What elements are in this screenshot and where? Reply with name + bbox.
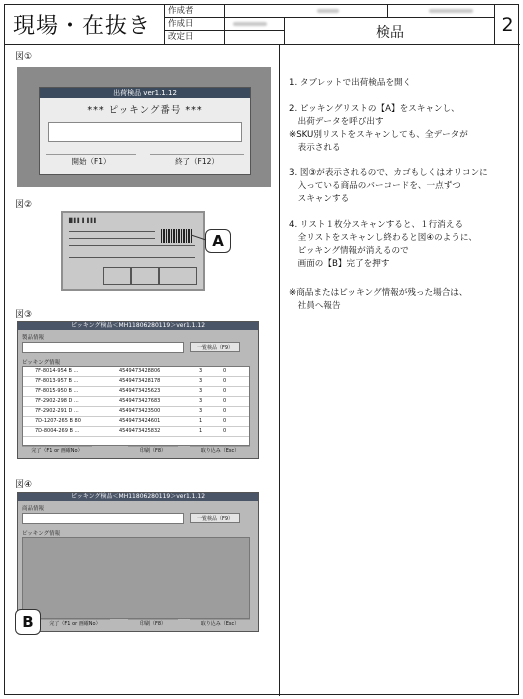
step-3: 3. 図③が表示されるので、カゴもしくはオリコンに 入っている商品のバーコードを、一点ずつ スキャンする: [289, 168, 488, 204]
step-2: 2. ピッキングリストの【A】をスキャンし、 出荷データを呼び出す ※SKU別リストをスキャンしても、全データが 表示される: [289, 104, 468, 153]
picking-number-input: [48, 122, 242, 142]
column-divider: [279, 45, 280, 696]
meta-label-column: [165, 5, 225, 45]
fig3-cancel-button: 取り込み（Esc）: [190, 446, 250, 456]
author-value-row: [225, 5, 495, 18]
fig3-list-button: 一覧検品（F9）: [190, 342, 240, 352]
barcode-a: [161, 229, 193, 243]
meta-value-area: [225, 5, 495, 45]
document-title: 現場・在抜き: [5, 5, 165, 45]
table-row: 7F-8014-954 B ... 4549473428806 3 0: [23, 367, 249, 377]
fig4-cancel-button: 取り込み（Esc）: [190, 619, 250, 629]
fig4-window-title: ピッキング検品＜MH11806280119＞ver1.1.12: [18, 493, 258, 501]
table-row: 7F-2902-298 D ... 4549473427683 3 0: [23, 397, 249, 407]
fig1-dialog: [39, 87, 251, 175]
fig2-label: 図②: [15, 200, 33, 210]
fig4-product-field: [22, 513, 184, 524]
page-number: 2: [495, 5, 520, 45]
author-label: 作成者: [165, 5, 224, 18]
revised-label: 改定日: [168, 32, 194, 42]
fig1-screenshot: [17, 67, 271, 187]
section-title: 検品: [376, 24, 404, 41]
step-4: 4. リスト１枚分スキャンすると、１行消える 全リストをスキャンし終わると図④のように、 ピッキング情報が消えるので 画面の【B】完了を押す: [289, 220, 478, 269]
fig3-label: 図③: [15, 310, 33, 320]
fig3-product-field: [22, 342, 184, 353]
fig3-product-label: 製品情報: [22, 335, 45, 341]
fig4-screenshot: [17, 492, 259, 632]
fig4-label: 図④: [15, 480, 33, 490]
fig3-screenshot: [17, 321, 259, 459]
callout-b: B: [15, 609, 41, 635]
fig4-list-button: 一覧検品（F9）: [190, 513, 240, 523]
fig3-list-label: ピッキング情報: [22, 360, 61, 366]
table-row: 7F-2902-291 D ... 4549473423500 3 0: [23, 407, 249, 417]
fig1-window-title: 出荷検品 ver1.1.12: [40, 88, 250, 98]
table-row: 7D-8004-269 B ... 4549473425832 1 0: [23, 427, 249, 437]
fig3-print-button: 印刷（F8）: [128, 446, 178, 456]
step-1: 1. タブレットで出荷検品を開く: [289, 78, 412, 88]
callout-a: A: [205, 229, 231, 253]
fig4-finish-button: 完了（F1 or 画確No）: [40, 619, 110, 629]
table-row: 7F-8015-950 B ... 4549473425623 3 0: [23, 387, 249, 397]
end-button: 終了（F12）: [150, 154, 244, 169]
fig3-window-title: ピッキング検品＜MH11806280119＞ver1.1.12: [18, 322, 258, 330]
table-row: 7D-1207-265 B 80 4549473424601 1 0: [23, 417, 249, 427]
fig4-product-label: 商品情報: [22, 506, 45, 512]
fig1-heading: *** ピッキング番号 ***: [87, 105, 203, 116]
fig4-list-label: ピッキング情報: [22, 531, 61, 537]
fig1-label: 図①: [15, 52, 33, 62]
picking-table: [22, 366, 250, 446]
fig2-picking-list-photo: █ ▌▌ ▌ ▌▌▌: [61, 211, 205, 291]
table-row: 7F-8013-957 B ... 4549473428178 3 0: [23, 377, 249, 387]
fig3-finish-button: 完了（F1 or 画確No）: [22, 446, 92, 456]
fig4-empty-table: [22, 537, 250, 619]
manual-page: [4, 4, 519, 695]
fig4-print-button: 印刷（F8）: [128, 619, 178, 629]
callout-a-pointer: [191, 233, 207, 243]
start-button: 開始（F1）: [46, 154, 136, 169]
revised-value: [225, 31, 285, 45]
created-value: [225, 18, 285, 31]
created-label: 作成日: [165, 18, 224, 31]
note-report: ※商品またはピッキング情報が残った場合は、 社員へ報告: [289, 288, 468, 311]
